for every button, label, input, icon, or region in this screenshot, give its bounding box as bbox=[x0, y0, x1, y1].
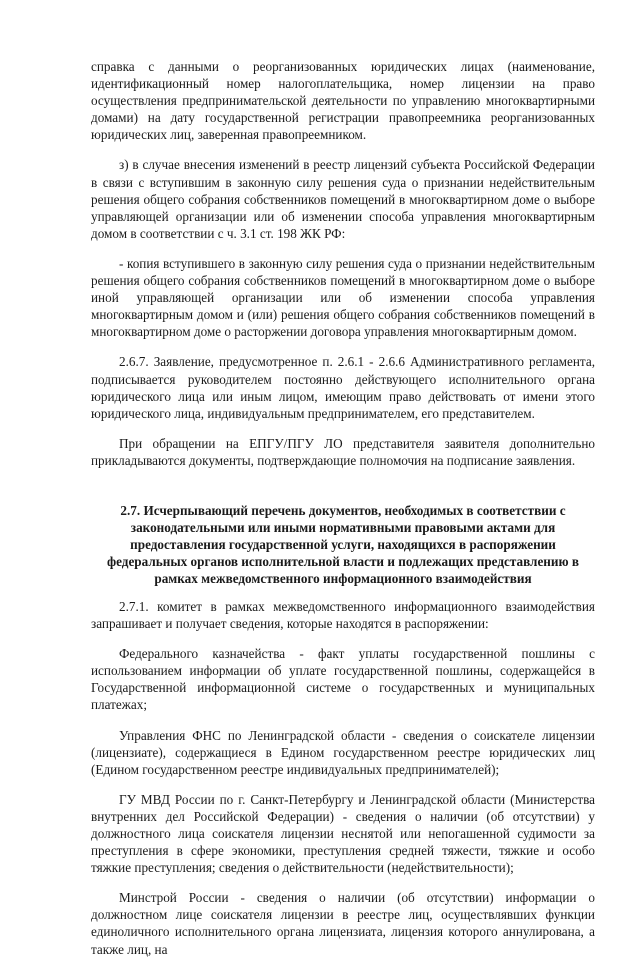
paragraph-federal-treasury: Федерального казначейства - факт уплаты государственной пошлины с использованием информации об уплате государственной пошлины, содержащейся в Государственной информационной системе о государственных и муниципальных платежах; bbox=[91, 646, 595, 713]
paragraph-epgu-representative: При обращении на ЕПГУ/ПГУ ЛО представителя заявителя дополнительно прикладываются документы, подтверждающие полномочия на подписание заявления. bbox=[91, 435, 595, 468]
paragraph-2-7-1: 2.7.1. комитет в рамках межведомственного информационного взаимодействия запрашивает и получает сведения, которые находятся в распоряжении: bbox=[91, 598, 595, 632]
paragraph-reorganization-certificate: справка с данными о реорганизованных юридических лицах (наименование, идентификационный номер налогоплательщика, номер лицензии на право осуществления предпринимательской деятельности по управлению многоквартирными домами) на дату государственной регистрации правопреемника реорганизованных юридических лиц, заверенная правопреемником. bbox=[91, 59, 595, 143]
section-heading-2-7: 2.7. Исчерпывающий перечень документов, необходимых в соответствии с законодательными или иными нормативными правовыми актами для предоставления государственной услуги, находящихся в распоряжении федеральных органов исполнительной власти и подлежащих представлению в рамках межведомственного информационного взаимодействия bbox=[106, 502, 579, 586]
paragraph-minstroy: Минстрой России - сведения о наличии (об отсутствии) информации о должностном лице соискателя лицензии в реестре лиц, осуществлявших функции единоличного исполнительного органа лицензиата, лицензия которого аннулирована, а также лиц, на bbox=[91, 890, 595, 957]
paragraph-2-6-7: 2.6.7. Заявление, предусмотренное п. 2.6.1 - 2.6.6 Административного регламента, подписывается руководителем постоянно действующего исполнительного органа юридического лица или иным лицом, имеющим право действовать от имени этого юридического лица, индивидуальным предпринимателем, его представителем. bbox=[91, 354, 595, 421]
paragraph-gu-mvd: ГУ МВД России по г. Санкт-Петербургу и Ленинградской области (Министерства внутренних дел Российской Федерации) - сведения о наличии (об отсутствии) у должностного лица соискателя лицензии неснятой или непогашенной судимости за преступления в сфере экономики, преступления средней тяжести, тяжкие и особо тяжкие преступления; сведения о действительности (недействительности); bbox=[91, 791, 595, 876]
paragraph-court-decision-copy: - копия вступившего в законную силу решения суда о признании недействительным решения общего собрания собственников помещений в многоквартирном доме о выборе иной управляющей организации или об изменении способа управления многоквартирным домом и (или) решения общего собрания собственников помещений в многоквартирном доме о расторжении договора управления многоквартирным домом. bbox=[91, 255, 595, 340]
paragraph-fns-leningrad: Управления ФНС по Ленинградской области - сведения о соискателе лицензии (лицензиате), содержащиеся в Едином государственном реестре юридических лиц (Едином государственном реестре индивидуальных предпринимателей); bbox=[91, 727, 595, 777]
document-body bbox=[91, 58, 595, 958]
paragraph-item-z: з) в случае внесения изменений в реестр лицензий субъекта Российской Федерации в связи с вступившим в законную силу решения суда о признании недействительным решения общего собрания собственников помещений в многоквартирном доме о выборе управляющей организации или об изменении способа управления многоквартирным домом в соответствии с ч. 3.1 ст. 198 ЖК РФ: bbox=[91, 157, 595, 241]
